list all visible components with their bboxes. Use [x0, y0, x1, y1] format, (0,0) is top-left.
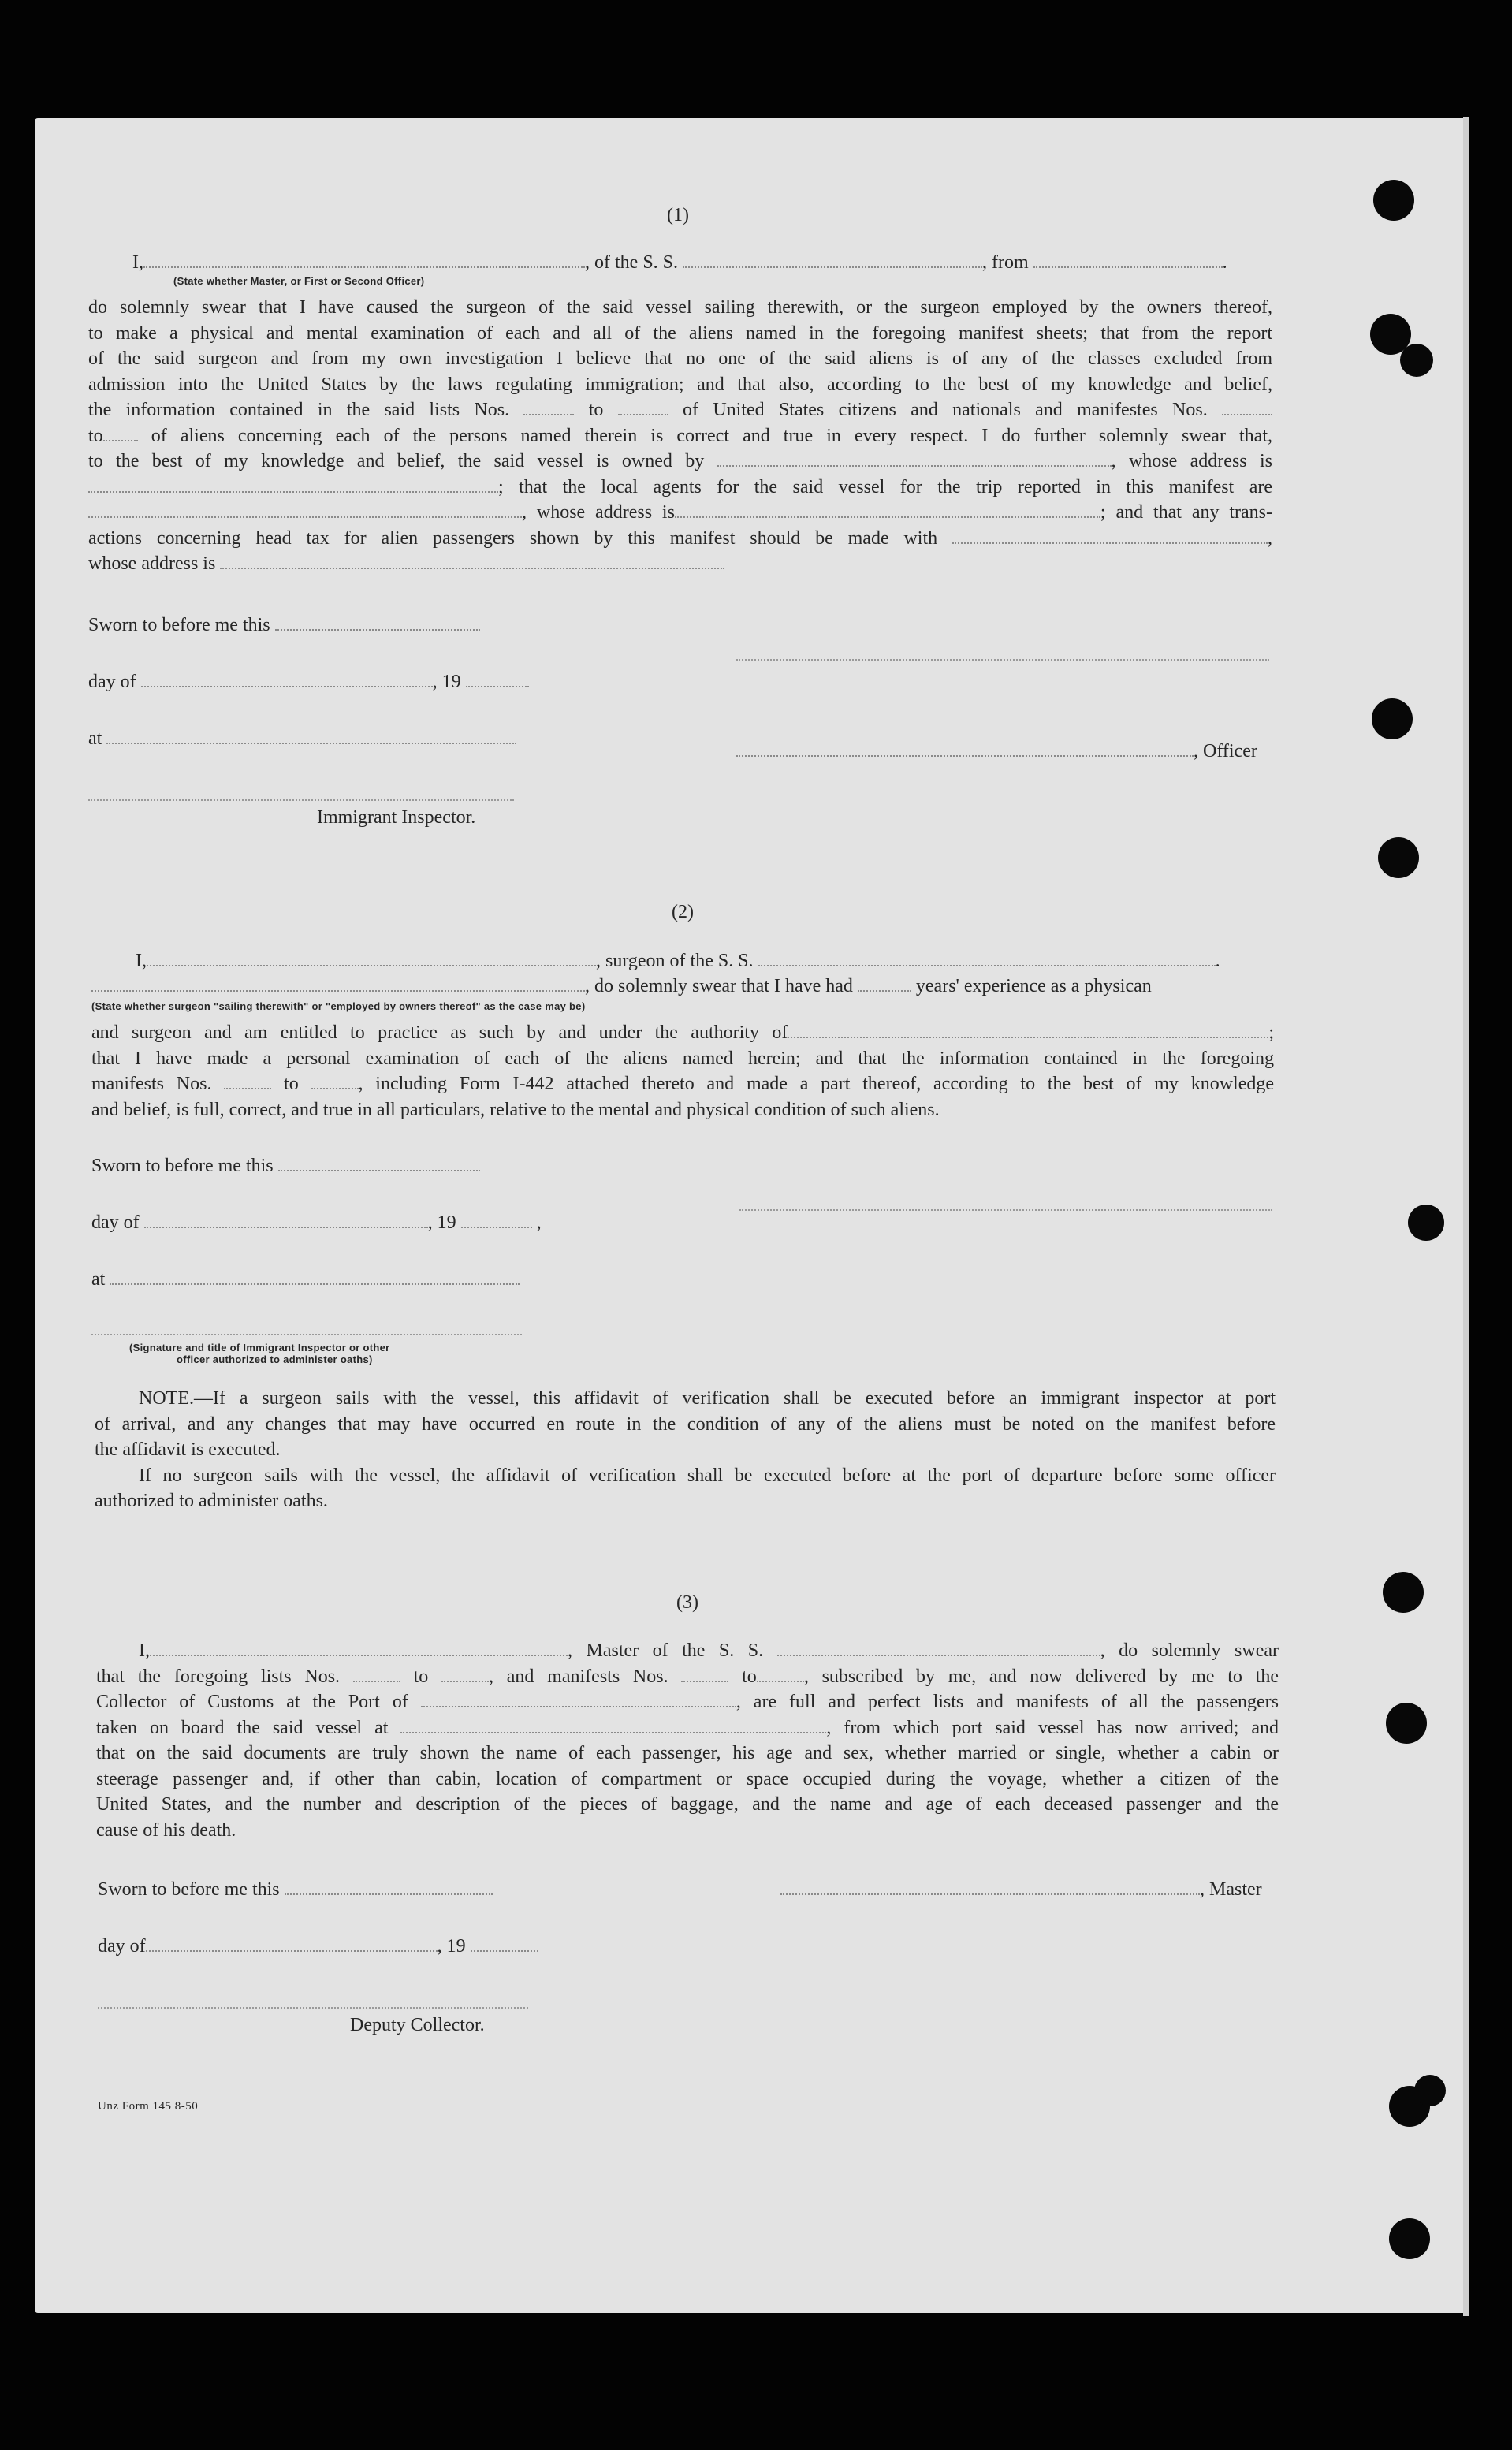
section-1-signature-line[interactable] [736, 659, 1269, 661]
immigrant-inspector-label: Immigrant Inspector. [317, 807, 476, 828]
officer-name-field[interactable] [143, 252, 585, 268]
section-1-line1: I, , of the S. S. , from . [132, 252, 1227, 273]
surgeon-inspector-note: (Signature and title of Immigrant Inspector or other officer authorized to administer oaths) [129, 1342, 390, 1365]
section-2-number: (2) [672, 902, 694, 922]
section-1-paragraph: do solemnly swear that I have caused the surgeon of the said vessel sailing therewith, or the surgeon employed by the owners thereof, to make a physical and mental examination of each and all of the aliens named in the foregoing manifest sheets; that from the report of the said surgeon and from my own investigation I believe that no one of the said aliens is of any of the classes excluded from admission into the United States by the laws regulating immigration; and that also, according to the best of my knowledge and belief, the information contained in the said lists Nos. to of United States citizens and nationals and manifestes Nos. to of aliens concerning each of the persons named therein is correct and true in every respect. I do further solemnly swear that, to the best of my knowledge and belief, the said vessel is owned by , whose address is ; that the local agents for the said vessel for the trip reported in this manifest are , whose address is ; and that any trans- actions concerning head tax for alien passengers shown by this manifest should be made with , whose address is [88, 297, 1273, 574]
binder-hole [1414, 2075, 1446, 2106]
at-place-field[interactable] [106, 728, 516, 744]
section-1-at: at [88, 727, 516, 750]
binder-hole [1400, 344, 1433, 377]
surgeon-sworn-date-field[interactable] [278, 1156, 480, 1171]
master-manifests-to-field[interactable] [757, 1666, 804, 1682]
inspector-signature-line[interactable] [88, 799, 514, 801]
year-field[interactable] [466, 672, 529, 687]
agents-field[interactable] [88, 502, 522, 518]
note-paragraph: NOTE.—If a surgeon sails with the vessel, this affidavit of verification shall be executed before an immigrant inspector at port of arrival, and any changes that may have occurred en route in the condition of any of the aliens must be noted on the manifest before the affidavit is executed. If no surgeon sails with the vessel, the affidavit of verification shall be executed before at the port of departure before some officer authorized to administer oaths. [95, 1388, 1276, 1511]
agents-address-field[interactable] [675, 502, 1100, 518]
manifests-from-field[interactable] [1222, 400, 1272, 415]
text-of-ss: , of the S. S. [585, 252, 679, 273]
master-manifests-from-field[interactable] [681, 1666, 728, 1682]
section-2-sworn: Sworn to before me this [91, 1154, 480, 1178]
from-port-field[interactable] [1033, 252, 1223, 268]
section-2-line2: , do solemnly swear that I have had years' experience as a physican [91, 974, 1152, 998]
owner-field[interactable] [717, 451, 1112, 467]
form-number: Unz Form 145 8-50 [98, 2100, 199, 2113]
surgeon-at-field[interactable] [110, 1269, 520, 1285]
section-2-surgeon-note: (State whether surgeon "sailing therewith" or "employed by owners thereof" as the case may be) [91, 1000, 586, 1012]
section-2-line1: I, , surgeon of the S. S. . [136, 951, 1220, 971]
vessel-name-field[interactable] [683, 252, 982, 268]
authority-field[interactable] [788, 1022, 1268, 1038]
binder-hole [1408, 1205, 1444, 1241]
head-tax-party-field[interactable] [952, 528, 1268, 544]
boarding-port-field[interactable] [400, 1718, 826, 1733]
surgeon-year-field[interactable] [461, 1212, 532, 1228]
surgeon-manifest-from-field[interactable] [224, 1074, 271, 1089]
surgeon-day-field[interactable] [144, 1212, 428, 1228]
section-3-paragraph: I, , Master of the S. S. , do solemnly swear that the foregoing lists Nos. to , and manifests Nos. to , subscribed by me, and now delivered by me to the Collector of Customs at the Port of , are full and perfect lists and manifests of all the passengers taken on board the said vessel at , from which port said vessel has now arrived; and that on the said documents are truly shown the name of each passenger, his age and sex, whether married or single, whether a cabin or steerage passenger and, if other than cabin, location of compartment or space occupied during the voyage, whether a citizen of the United States, and the number and description of the pieces of baggage, and the name and age of each deceased passenger and the cause of his death. [96, 1640, 1279, 1841]
master-lists-from-field[interactable] [353, 1666, 400, 1682]
text-from: , from [982, 252, 1029, 273]
text-I: I, [132, 252, 143, 273]
master-lists-to-field[interactable] [441, 1666, 489, 1682]
surgeon-signature-line[interactable] [739, 1209, 1272, 1211]
section-1-number: (1) [667, 205, 689, 225]
section-2-paragraph: and surgeon and am entitled to practice as such by and under the authority of ; that I have made a personal examination of each of the aliens named herein; and that the information contained in the foregoing manifests Nos. to , including Form I-442 attached thereto and made a part thereof, according to the best of my knowledge and belief, is full, correct, and true in all particulars, relative to the mental and physical condition of such aliens. [91, 1022, 1275, 1120]
binder-hole [1386, 1703, 1427, 1744]
surgeon-manifest-to-field[interactable] [311, 1074, 359, 1089]
section-1-officer-line: , Officer [736, 739, 1257, 763]
master-name-field[interactable] [150, 1640, 568, 1656]
surgeon-inspector-line[interactable] [91, 1334, 522, 1335]
head-tax-address-field[interactable] [220, 553, 724, 569]
section-1-day-of: day of , 19 [88, 670, 529, 694]
deputy-collector-label: Deputy Collector. [350, 2015, 485, 2035]
section-2-at: at [91, 1268, 520, 1291]
day-field[interactable] [141, 672, 433, 687]
collector-port-field[interactable] [421, 1692, 736, 1707]
binder-hole [1373, 180, 1414, 221]
binder-hole [1383, 1572, 1424, 1613]
officer-signature-field[interactable] [736, 741, 1194, 757]
master-sworn-date-field[interactable] [285, 1879, 493, 1895]
master-day-field[interactable] [146, 1936, 438, 1952]
page-edge [1463, 117, 1469, 2316]
years-experience-field[interactable] [858, 976, 911, 992]
manifests-to-field[interactable] [103, 426, 138, 441]
section-3-sworn: Sworn to before me this [98, 1878, 493, 1901]
surgeon-name-field[interactable] [147, 951, 596, 966]
surgeon-status-field[interactable] [91, 976, 585, 992]
sworn-date-field[interactable] [275, 615, 480, 631]
binder-hole [1389, 2218, 1430, 2259]
master-vessel-field[interactable] [777, 1640, 1100, 1656]
binder-hole [1378, 837, 1419, 878]
master-signature-field[interactable] [780, 1879, 1200, 1895]
section-1-officer-note: (State whether Master, or First or Second Officer) [173, 275, 425, 287]
section-3-number: (3) [676, 1592, 698, 1613]
section-3-master-line: , Master [780, 1878, 1262, 1901]
lists-to-field[interactable] [618, 400, 668, 415]
section-2-day-of: day of , 19 , [91, 1212, 542, 1233]
lists-from-field[interactable] [523, 400, 574, 415]
binder-hole [1372, 698, 1413, 739]
section-1-sworn: Sworn to before me this [88, 613, 480, 637]
master-year-field[interactable] [471, 1936, 538, 1952]
deputy-signature-line[interactable] [98, 2007, 528, 2009]
owner-address-field[interactable] [88, 477, 498, 493]
section-3-day-of: day of , 19 [98, 1934, 538, 1958]
surgeon-vessel-field[interactable] [758, 951, 1216, 966]
